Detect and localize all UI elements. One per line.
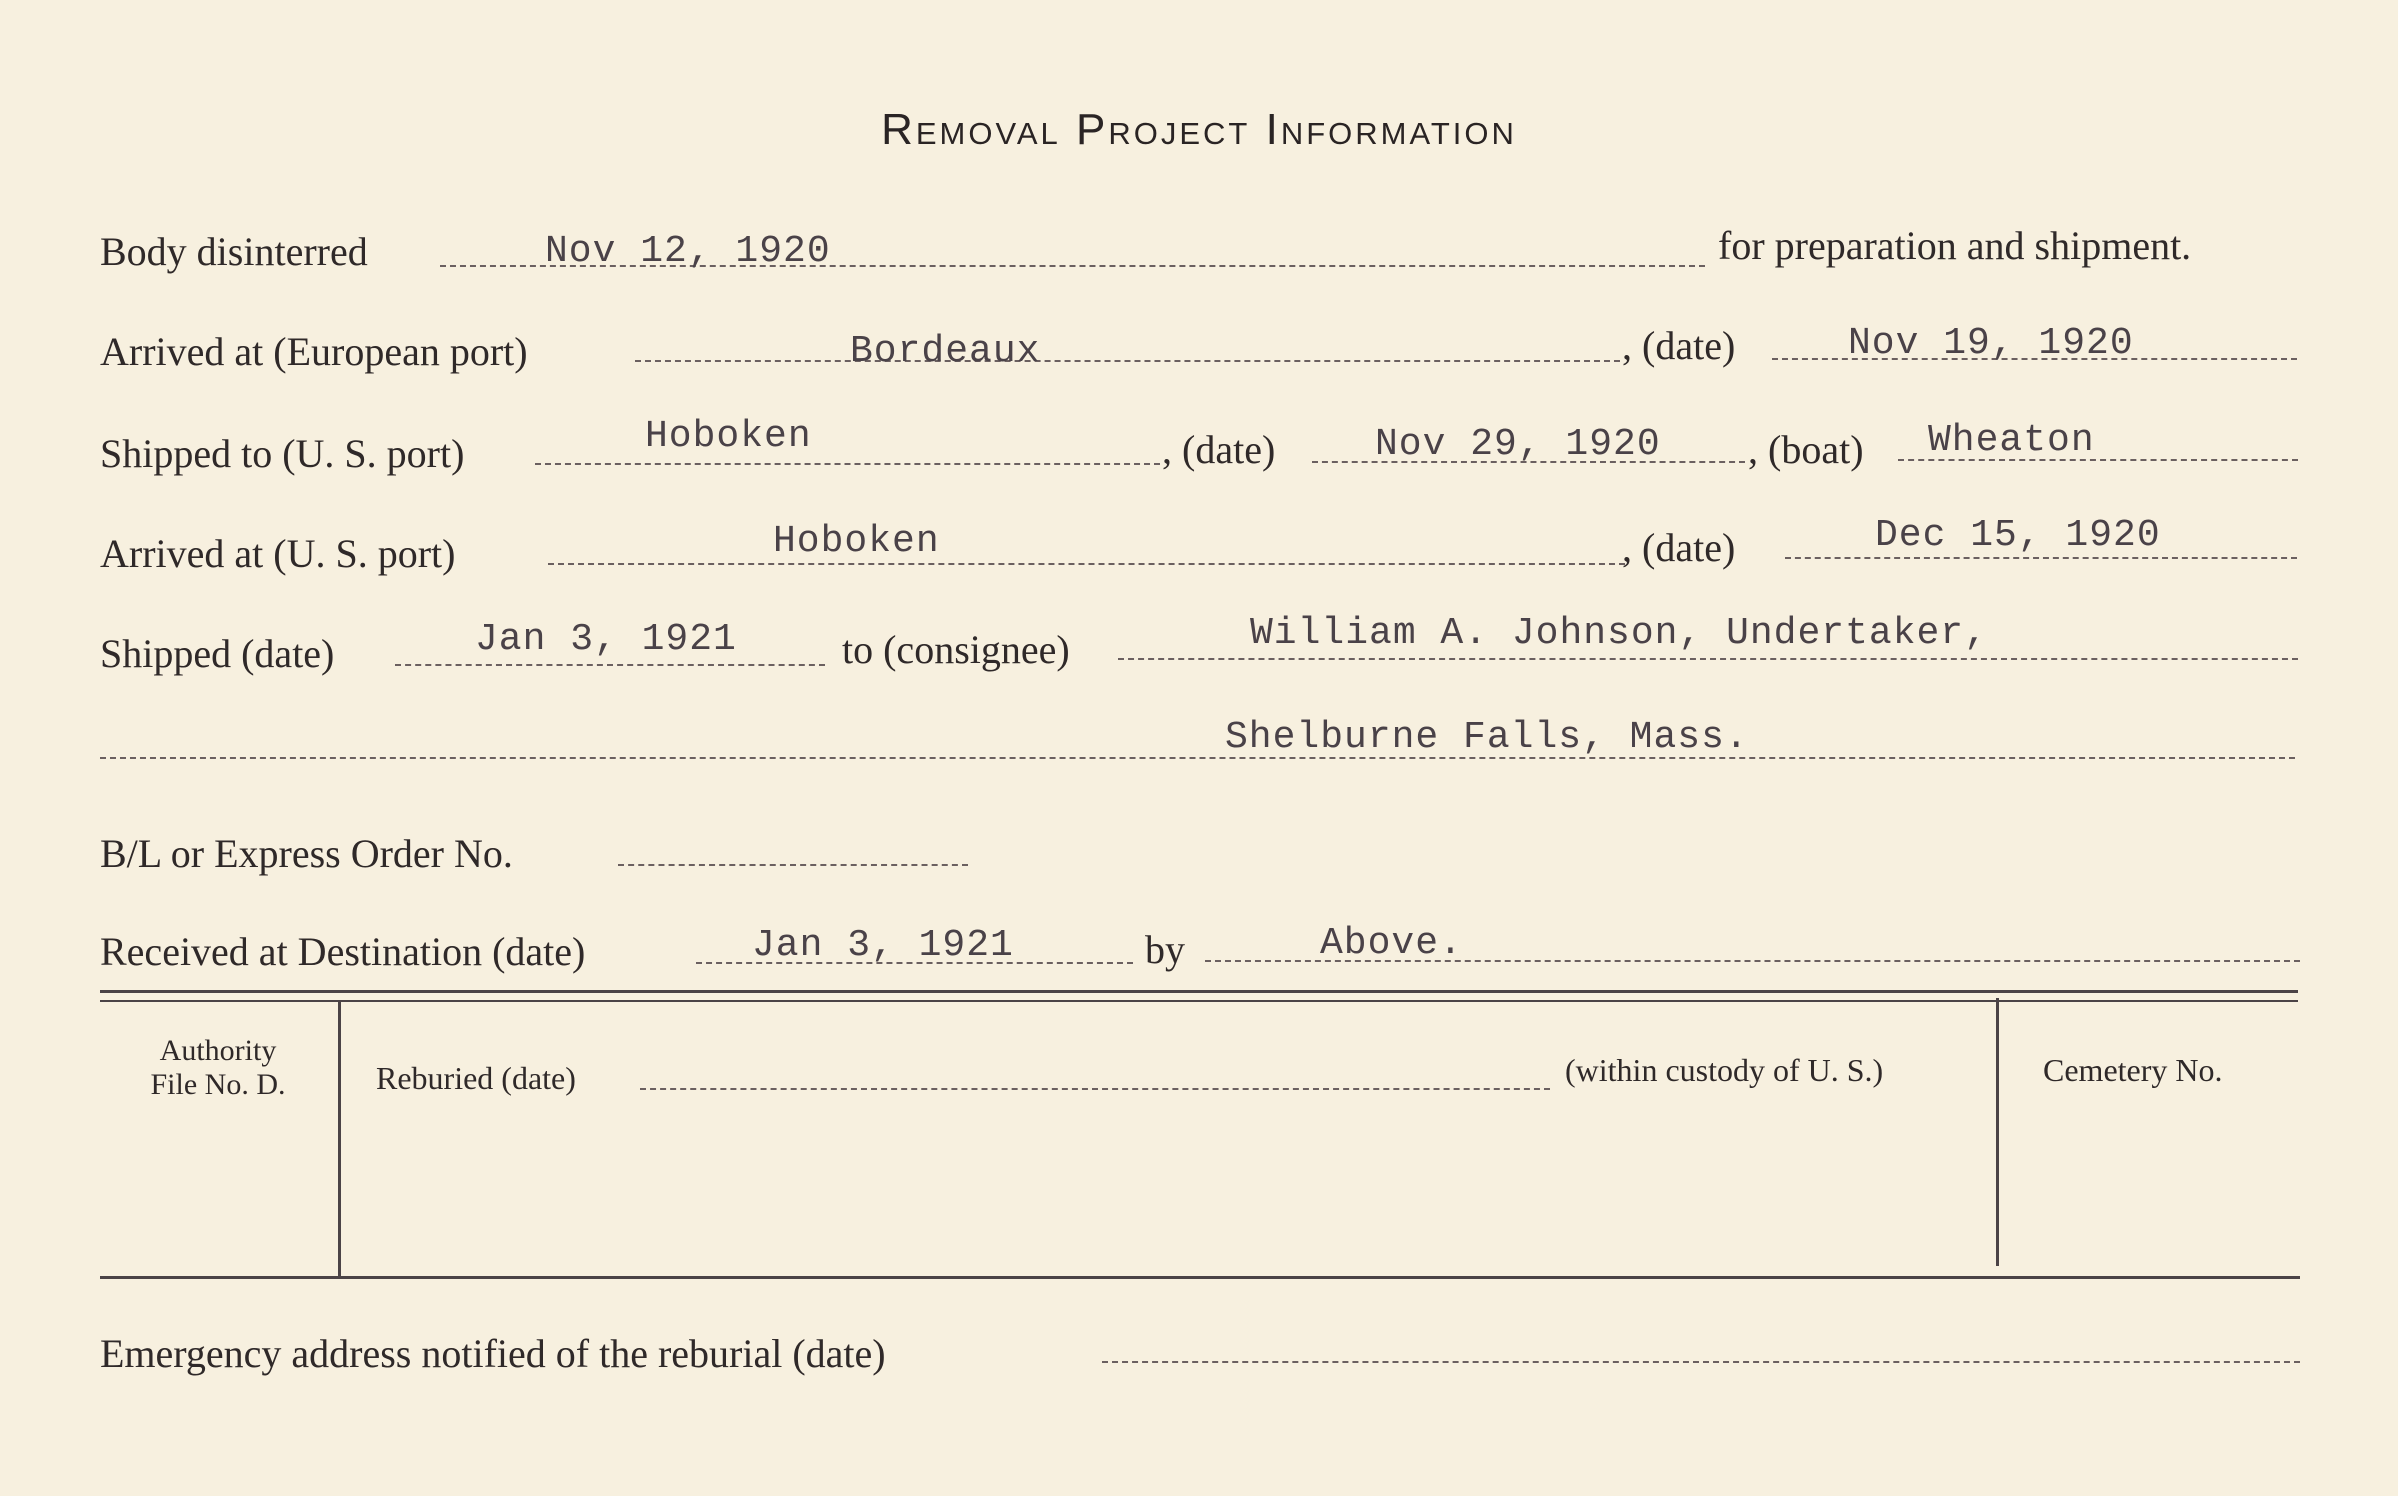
arrived-europe-date: Nov 19, 1920 [1848,322,2134,365]
received-date: Jan 3, 1921 [752,924,1014,967]
shipped-us-line [535,463,1160,465]
shipped-us-label: Shipped to (U. S. port) [100,431,465,476]
received-by-label: by [1145,927,1185,972]
shipped-us-date: Nov 29, 1920 [1375,423,1661,466]
arrived-europe-label: Arrived at (European port) [100,329,528,374]
bl-order-label: B/L or Express Order No. [100,831,513,876]
emergency-label: Emergency address notified of the reburial (date) [100,1331,886,1376]
arrived-us-port: Hoboken [773,520,940,563]
table-top-rule [100,990,2298,993]
consignee-line [1118,658,2298,660]
emergency-line [1102,1361,2300,1363]
arrived-us-date-line [1785,557,2297,559]
authority-file-label [118,1034,318,1102]
consignee-address-line [100,757,2295,759]
shipped-us-port: Hoboken [645,415,812,458]
shipped-date-value: Jan 3, 1921 [475,618,737,661]
shipped-us-boat: Wheaton [1928,419,2095,462]
arrived-europe-date-label: , (date) [1622,323,1736,368]
shipped-date-line [395,664,825,666]
arrived-us-line [548,563,1625,565]
arrived-us-date-label: , (date) [1622,525,1736,570]
disinterred-label: Body disinterred [100,229,368,274]
disinterred-value: Nov 12, 1920 [545,230,831,273]
table-top-rule-inner [100,1000,2298,1002]
shipped-us-date-label: , (date) [1162,427,1276,472]
arrived-us-label: Arrived at (U. S. port) [100,531,456,576]
reburied-line [640,1088,1550,1090]
received-by-value: Above. [1320,922,1463,965]
authority-line1: Authority [159,1034,277,1067]
bl-order-line [618,864,968,866]
authority-line2: File No. D. [150,1068,286,1101]
arrived-europe-port: Bordeaux [850,330,1041,373]
table-bottom-rule [100,1276,2300,1279]
consignee-label: to (consignee) [842,627,1070,672]
arrived-europe-line [635,360,1620,362]
arrived-us-date: Dec 15, 1920 [1875,514,2161,557]
custody-label: (within custody of U. S.) [1565,1052,1884,1088]
consignee-value: William A. Johnson, Undertaker, [1250,612,1988,655]
shipped-date-label: Shipped (date) [100,631,335,676]
authority-divider [338,1002,341,1278]
cemetery-divider [1996,998,1999,1266]
disinterred-suffix: for preparation and shipment. [1718,223,2192,268]
received-label: Received at Destination (date) [100,929,586,974]
shipped-us-boat-label: , (boat) [1748,427,1864,472]
consignee-address: Shelburne Falls, Mass. [1225,716,1749,759]
card-title: Removal Project Information [881,105,1517,154]
cemetery-label: Cemetery No. [2043,1052,2223,1088]
reburied-label: Reburied (date) [376,1060,576,1096]
